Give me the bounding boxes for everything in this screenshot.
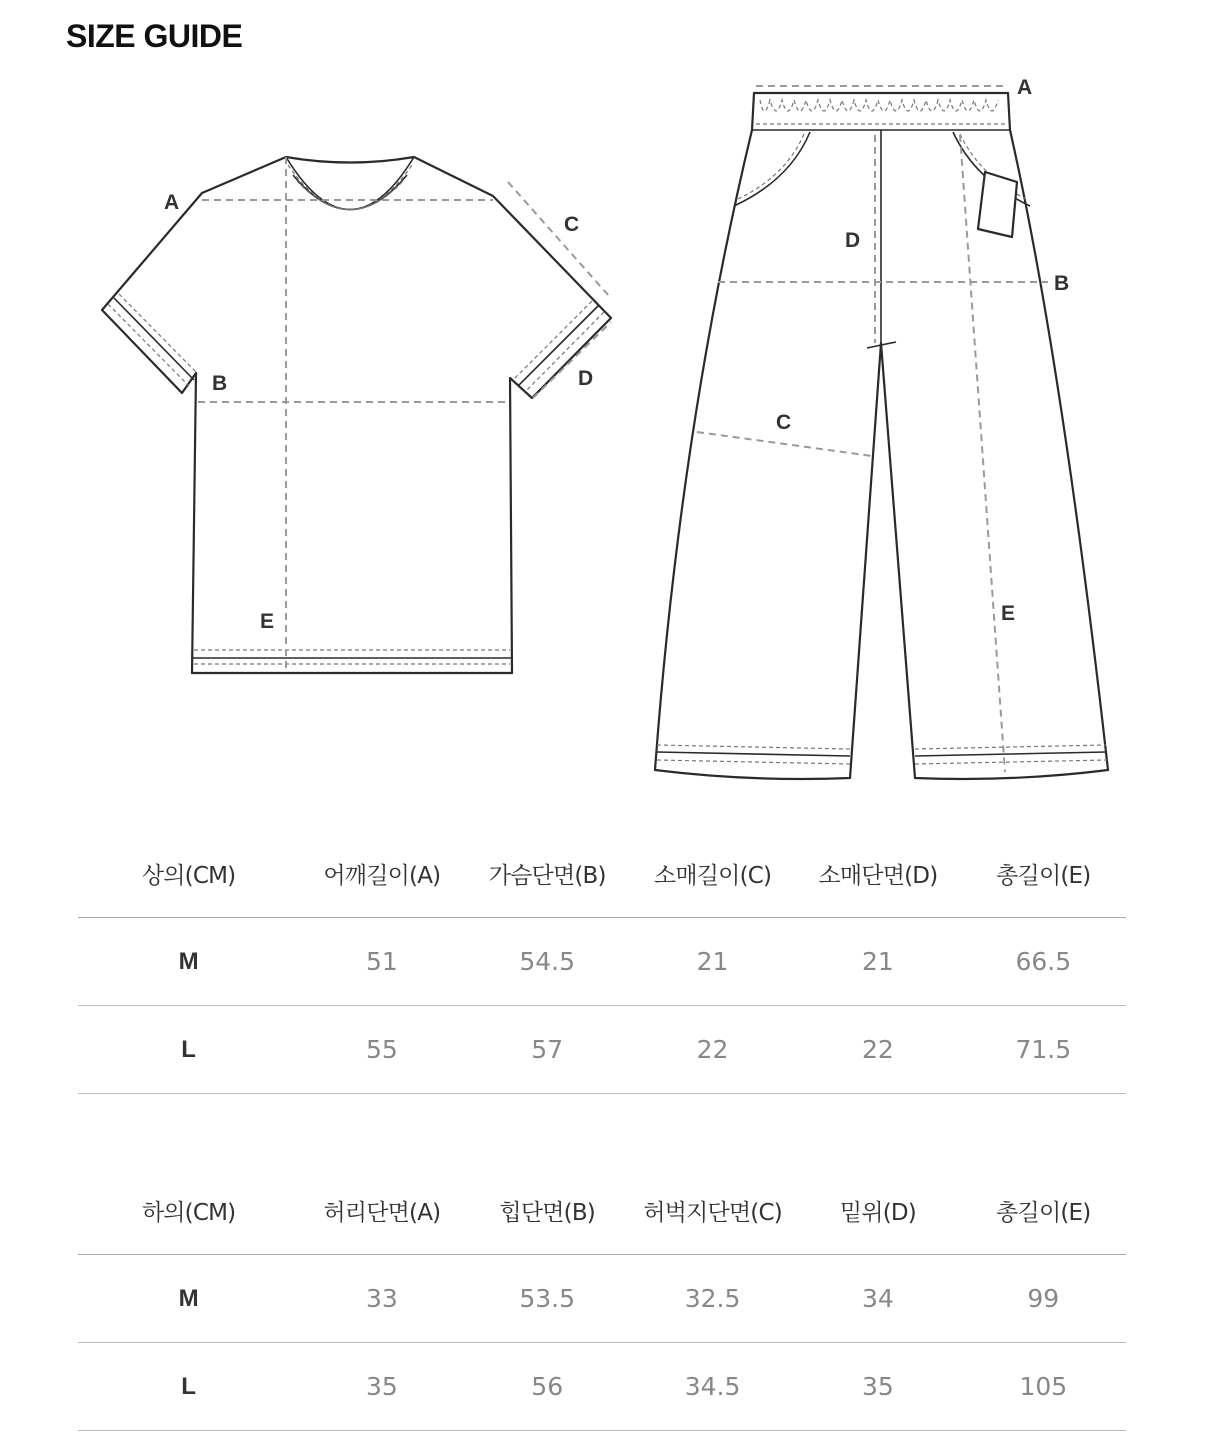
value-cell: 35 xyxy=(299,1343,464,1431)
tshirt-label-c: C xyxy=(564,213,580,236)
table-row xyxy=(78,1343,1126,1431)
value-cell: 34.5 xyxy=(630,1343,795,1431)
table-header: 하의(CM) xyxy=(78,1166,299,1255)
pants-illustration xyxy=(655,76,1108,779)
table-header: 힙단면(B) xyxy=(465,1166,630,1255)
table-row xyxy=(78,1006,1126,1094)
pants-label-c: C xyxy=(776,411,792,434)
tshirt-label-e: E xyxy=(260,610,275,633)
value-cell: 34 xyxy=(795,1255,960,1343)
size-cell: M xyxy=(78,1255,299,1343)
value-cell: 51 xyxy=(299,918,464,1006)
table-header: 어깨길이(A) xyxy=(299,829,464,918)
pants-label-d: D xyxy=(845,229,861,252)
table-header: 밑위(D) xyxy=(795,1166,960,1255)
value-cell: 105 xyxy=(961,1343,1126,1431)
pants-label-e: E xyxy=(1001,602,1016,625)
value-cell: 21 xyxy=(630,918,795,1006)
table-header: 총길이(E) xyxy=(961,829,1126,918)
table-header: 소매길이(C) xyxy=(630,829,795,918)
table-header: 허벅지단면(C) xyxy=(630,1166,795,1255)
value-cell: 33 xyxy=(299,1255,464,1343)
size-cell: L xyxy=(78,1006,299,1094)
tshirt-label-d: D xyxy=(578,367,594,390)
table-header: 소매단면(D) xyxy=(795,829,960,918)
value-cell: 35 xyxy=(795,1343,960,1431)
top-size-table xyxy=(78,829,1126,1094)
pants-label-b: B xyxy=(1054,272,1070,295)
table-row xyxy=(78,1255,1126,1343)
table-header-row xyxy=(78,1166,1126,1255)
table-header-row xyxy=(78,829,1126,918)
table-row xyxy=(78,918,1126,1006)
tshirt-illustration xyxy=(102,157,611,673)
table-header: 상의(CM) xyxy=(78,829,299,918)
value-cell: 56 xyxy=(465,1343,630,1431)
size-cell: M xyxy=(78,918,299,1006)
value-cell: 22 xyxy=(630,1006,795,1094)
tshirt-label-b: B xyxy=(212,372,228,395)
value-cell: 57 xyxy=(465,1006,630,1094)
tshirt-outline xyxy=(102,157,611,673)
size-cell: L xyxy=(78,1343,299,1431)
table-header: 가슴단면(B) xyxy=(465,829,630,918)
value-cell: 32.5 xyxy=(630,1255,795,1343)
table-header: 총길이(E) xyxy=(961,1166,1126,1255)
pants-label-a: A xyxy=(1017,76,1033,99)
value-cell: 21 xyxy=(795,918,960,1006)
value-cell: 55 xyxy=(299,1006,464,1094)
page-title: SIZE GUIDE xyxy=(66,18,243,54)
value-cell: 99 xyxy=(961,1255,1126,1343)
bottom-size-table xyxy=(78,1166,1126,1431)
tshirt-label-a: A xyxy=(164,191,180,214)
value-cell: 66.5 xyxy=(961,918,1126,1006)
value-cell: 71.5 xyxy=(961,1006,1126,1094)
table-header: 허리단면(A) xyxy=(299,1166,464,1255)
value-cell: 54.5 xyxy=(465,918,630,1006)
value-cell: 53.5 xyxy=(465,1255,630,1343)
value-cell: 22 xyxy=(795,1006,960,1094)
